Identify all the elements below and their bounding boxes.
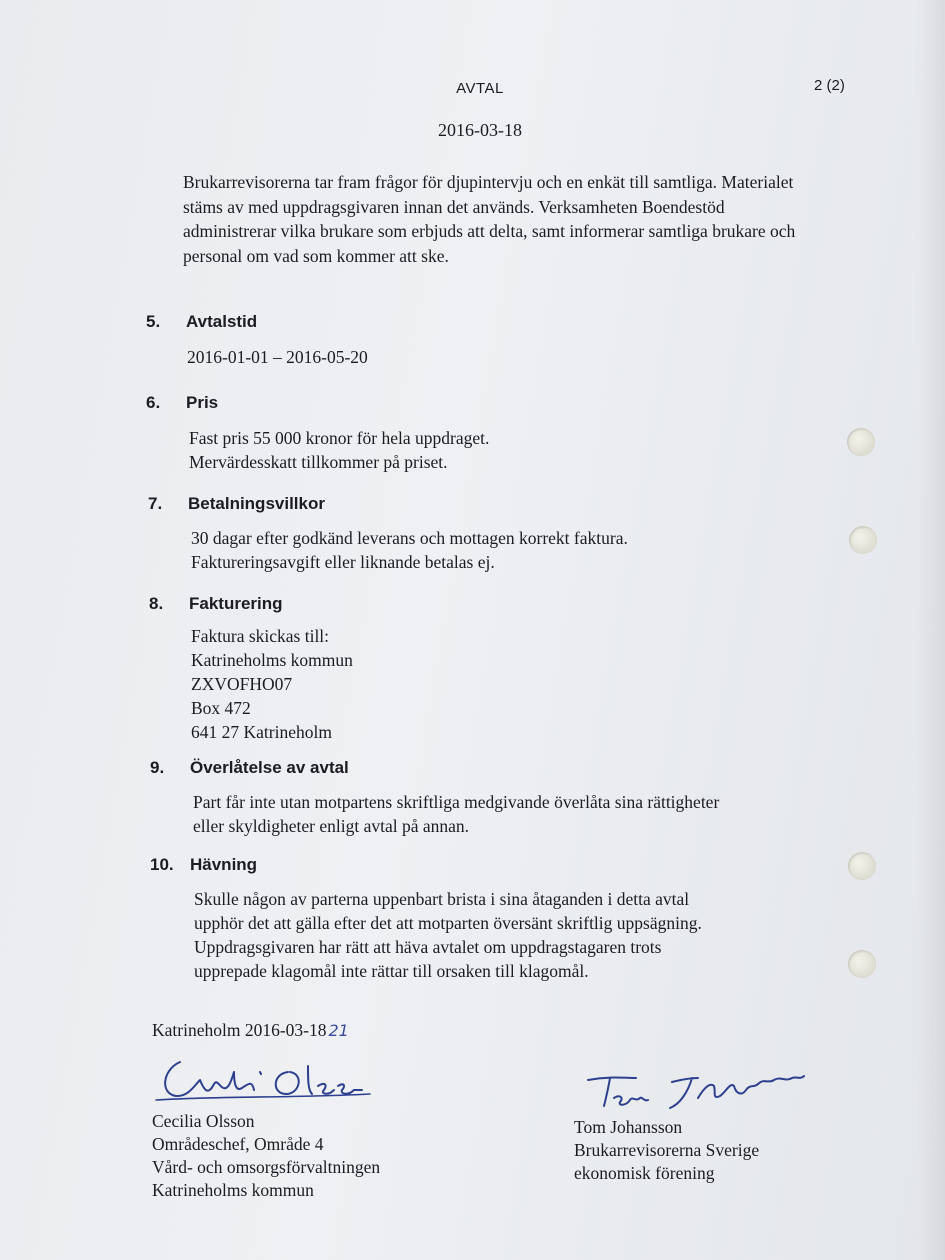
section-line: Part får inte utan motpartens skriftliga medgivande överlåta sina rättigheter: [193, 792, 720, 812]
signatory-title: Brukarrevisorerna Sverige: [574, 1140, 760, 1160]
signatory-organization: ekonomisk förening: [574, 1163, 715, 1183]
section-line: 30 dagar efter godkänd leverans och mottagen korrekt faktura.: [191, 528, 628, 548]
binder-hole: [849, 526, 877, 554]
section-body: [187, 345, 368, 369]
document-date: 2016-03-18: [438, 120, 522, 140]
intro-paragraph: [183, 170, 803, 268]
page-number: 2 (2): [814, 77, 845, 94]
section-line: Faktureringsavgift eller liknande betalas ej.: [191, 552, 495, 572]
section-line: upprepade klagomål inte rättar till orsaken till klagomål.: [194, 961, 589, 981]
section-line: 641 27 Katrineholm: [191, 722, 332, 742]
intro-line: delta, samt informerar samtliga brukare och personal om vad som kommer: [183, 221, 796, 266]
section-title: Pris: [186, 393, 219, 412]
section-line: Skulle någon av parterna uppenbart brista i sina åtaganden i detta avtal: [194, 889, 690, 909]
signature-tom-johansson: [580, 1068, 810, 1118]
signatory-organization: Vård- och omsorgsförvaltningen: [152, 1157, 381, 1177]
section-number: 7.: [148, 494, 163, 513]
section-line: ZXVOFHO07: [191, 674, 293, 694]
section-number: 5.: [146, 312, 161, 331]
signatory-organization: Katrineholms kommun: [152, 1180, 314, 1200]
section-number: 6.: [146, 393, 161, 412]
section-number: 8.: [149, 594, 164, 613]
place-and-date: [152, 1020, 349, 1041]
signature-cecilia-olsson: [148, 1050, 378, 1110]
section-title: Hävning: [190, 855, 258, 874]
section-heading: [150, 758, 349, 778]
section-line: Fast pris 55 000 kronor för hela uppdraget.: [189, 428, 490, 448]
section-body: [194, 887, 702, 983]
section-body: [191, 624, 353, 744]
handwritten-date-correction: 21: [328, 1021, 349, 1040]
section-heading: [150, 855, 257, 875]
section-body: [191, 526, 628, 574]
signatory-block-2: [574, 1116, 759, 1185]
binder-hole: [848, 950, 876, 978]
section-heading: [149, 594, 283, 614]
signatory-name: Tom Johansson: [574, 1117, 683, 1137]
signatory-title: Områdeschef, Område 4: [152, 1134, 324, 1154]
section-heading: [146, 393, 218, 413]
section-line: Box 472: [191, 698, 251, 718]
section-body: [189, 426, 489, 474]
section-line: Uppdragsgivaren har rätt att häva avtalet om uppdragstagaren trots: [194, 937, 662, 957]
page-title: AVTAL: [456, 80, 504, 97]
section-line: Katrineholms kommun: [191, 650, 353, 670]
section-line: Faktura skickas till:: [191, 626, 330, 646]
signatory-name: Cecilia Olsson: [152, 1111, 255, 1131]
section-title: Betalningsvillkor: [188, 494, 325, 513]
section-title: Avtalstid: [186, 312, 258, 331]
binder-hole: [847, 428, 875, 456]
page-edge-shadow: [917, 0, 945, 1260]
binder-hole: [848, 852, 876, 880]
section-line: 2016-01-01 – 2016-05-20: [187, 347, 368, 367]
section-number: 9.: [150, 758, 165, 777]
signatory-block-1: [152, 1110, 380, 1202]
section-body: [193, 790, 719, 838]
intro-line: att ske.: [399, 245, 449, 266]
place-date-text: Katrineholm 2016-03-18: [152, 1020, 327, 1040]
section-line: Mervärdesskatt tillkommer på priset.: [189, 452, 448, 472]
intro-line: Brukarrevisorerna tar fram frågor för djupintervju och en enkät till: [183, 172, 649, 192]
section-line: eller skyldigheter enligt avtal på annan.: [193, 816, 470, 836]
section-number: 10.: [150, 855, 174, 874]
section-heading: [146, 312, 257, 332]
section-title: Fakturering: [189, 594, 283, 613]
section-title: Överlåtelse av avtal: [190, 758, 349, 777]
section-line: upphör det att gälla efter det att motparten översänt skriftlig uppsägning.: [194, 913, 702, 933]
intro-line: samtliga. Materialet stäms av med uppdragsgivaren innan det används.: [183, 172, 794, 217]
intro-line: Verksamheten Boendestöd administrerar vilka brukare som erbjuds att: [183, 196, 725, 241]
section-heading: [148, 494, 325, 514]
